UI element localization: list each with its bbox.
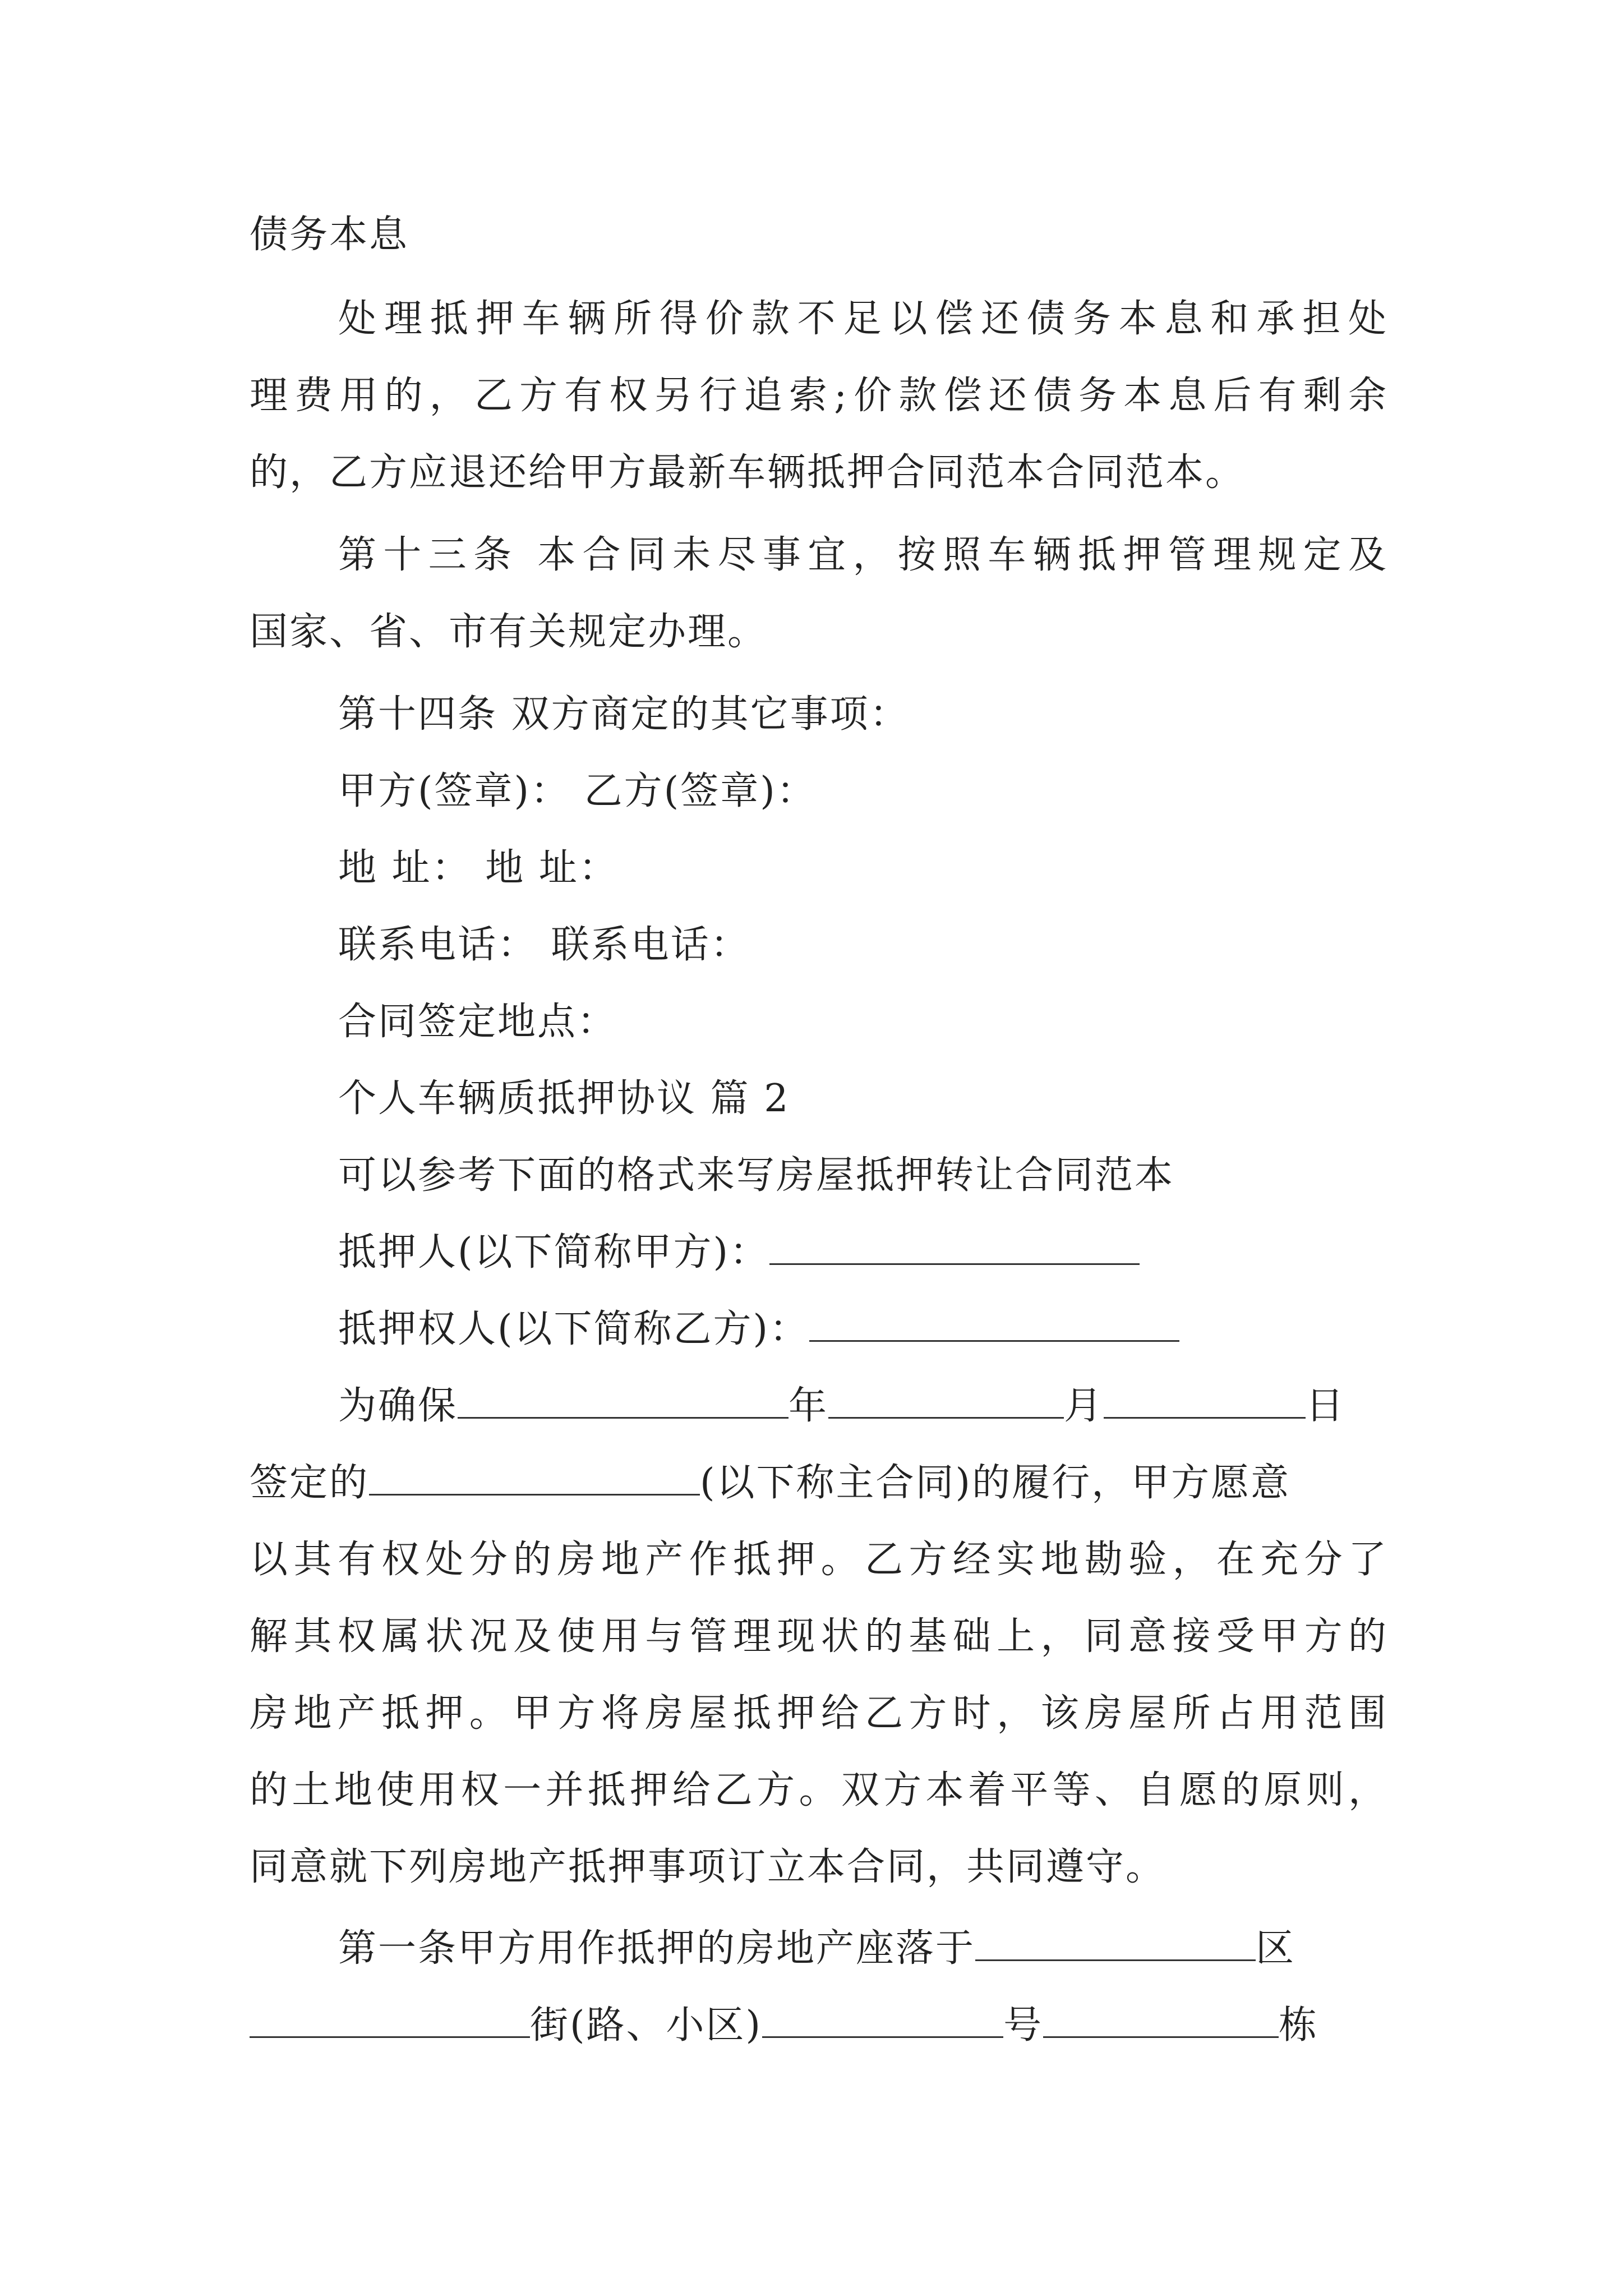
year-blank — [828, 1382, 1064, 1419]
date-prefix: 为确保 — [338, 1384, 458, 1428]
street-blank — [250, 2001, 530, 2038]
signing-place-line: 合同签定地点： — [338, 1000, 617, 1044]
paragraph-line: 以其有权处分的房地产作抵押。乙方经实地勘验，在充分了 — [250, 1538, 1388, 1582]
address-line: 地 址： 地 址： — [338, 846, 619, 890]
paragraph-line: 理费用的，乙方有权另行追索;价款偿还债务本息后有剩余 — [250, 374, 1388, 418]
date-line — [250, 1368, 1345, 1444]
paragraph-line: 同意就下列房地产抵押事项订立本合同，共同遵守。 — [250, 1845, 1166, 1889]
mortgagor-label: 抵押人(以下简称甲方)： — [338, 1230, 770, 1274]
mortgagee-label: 抵押权人(以下简称乙方)： — [338, 1307, 810, 1351]
year-label: 年 — [789, 1384, 829, 1428]
building-blank — [1043, 2001, 1279, 2038]
paragraph-line: 房地产抵押。甲方将房屋抵押给乙方时，该房屋所占用范围 — [250, 1691, 1388, 1736]
paragraph-line: 解其权属状况及使用与管理现状的基础上，同意接受甲方的 — [250, 1614, 1388, 1659]
mortgagor-blank — [769, 1228, 1140, 1265]
article-13-line: 国家、省、市有关规定办理。 — [250, 610, 768, 654]
main-contract-line — [250, 1444, 1290, 1521]
address-detail-line — [250, 1987, 1318, 2064]
phone-line: 联系电话： 联系电话： — [338, 923, 750, 967]
article-14-line: 第十四条 双方商定的其它事项： — [338, 692, 910, 737]
paragraph-line: 的土地使用权一并抵押给乙方。双方本着平等、自愿的原则， — [250, 1768, 1388, 1812]
district-label: 区 — [1256, 1926, 1296, 1971]
month-label: 月 — [1064, 1384, 1104, 1428]
article-1-text: 第一条甲方用作抵押的房地产座落于 — [338, 1926, 976, 1971]
month-blank — [1104, 1382, 1306, 1419]
district-blank — [975, 1925, 1256, 1961]
text-line: 可以参考下面的格式来写房屋抵押转让合同范本 — [338, 1153, 1175, 1198]
main-contract-blank — [369, 1459, 700, 1496]
paragraph-line: 处理抵押车辆所得价款不足以偿还债务本息和承担处 — [338, 297, 1388, 341]
article-13-line: 第十三条 本合同未尽事宜，按照车辆抵押管理规定及 — [338, 533, 1388, 577]
paragraph-line: 的，乙方应退还给甲方最新车辆抵押合同范本合同范本。 — [250, 450, 1246, 495]
street-label: 街(路、小区) — [530, 2003, 763, 2047]
signature-line: 甲方(签章)： 乙方(签章)： — [338, 769, 817, 813]
building-label: 栋 — [1279, 2003, 1319, 2047]
mortgagee-line — [250, 1291, 1179, 1368]
text-line: 债务本息 — [250, 213, 409, 257]
section-heading: 个人车辆质抵押协议 篇 2 — [338, 1076, 790, 1121]
number-blank — [762, 2001, 1003, 2038]
number-label: 号 — [1003, 2003, 1044, 2047]
article-1-line — [250, 1910, 1295, 1987]
signed-label: 签定的 — [250, 1461, 370, 1505]
mortgagor-line — [250, 1214, 1140, 1291]
main-contract-text: (以下称主合同)的履行，甲方愿意 — [700, 1461, 1291, 1505]
day-label: 日 — [1306, 1384, 1346, 1428]
mortgagee-blank — [809, 1305, 1179, 1342]
contract-blank — [458, 1382, 789, 1419]
